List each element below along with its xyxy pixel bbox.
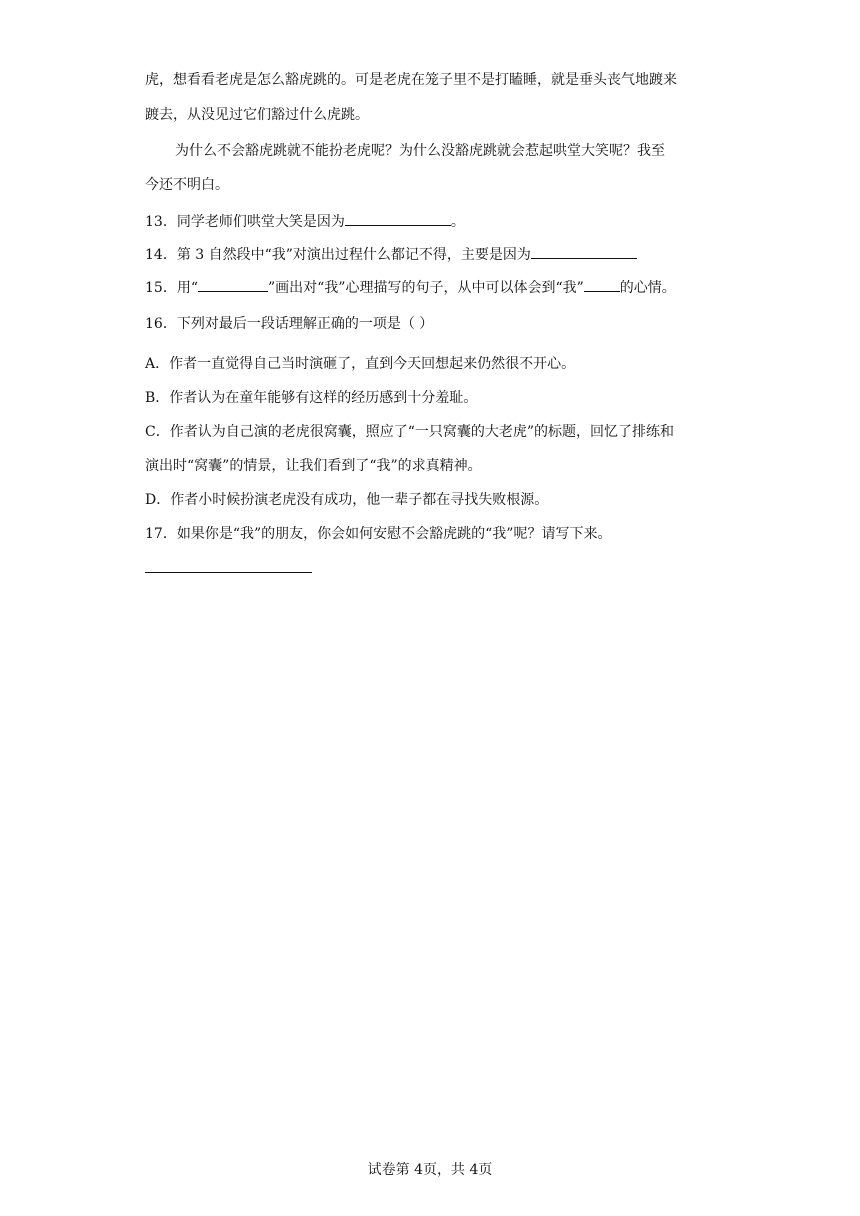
question-13-blank[interactable] <box>345 211 451 226</box>
question-14-text: 14．第 3 自然段中“我”对演出过程什么都记不得，主要是因为 <box>145 247 531 263</box>
option-d[interactable]: D．作者小时候扮演老虎没有成功，他一辈子都在寻找失败根源。 <box>145 492 549 508</box>
passage-line-4: 今还不明白。 <box>145 177 229 193</box>
passage-line-1: 虎，想看看老虎是怎么豁虎跳的。可是老虎在笼子里不是打瞌睡，就是垂头丧气地踱来 <box>145 72 677 88</box>
answer-line-17[interactable] <box>145 572 312 573</box>
question-15-feeling-blank[interactable] <box>584 277 620 292</box>
question-15-mid: ”画出对“我”心理描写的句子，从中可以体会到“我” <box>267 280 584 296</box>
question-13 <box>145 211 465 232</box>
question-16: 16．下列对最后一段话理解正确的一项是（ ） <box>145 316 434 332</box>
question-15-end: 的心情。 <box>619 280 676 296</box>
option-c-line-1[interactable]: C．作者认为自己演的老虎很窝囊，照应了“一只窝囊的大老虎”的标题，回忆了排练和 <box>145 424 675 440</box>
question-14 <box>145 244 637 265</box>
passage-line-3: 为什么不会豁虎跳就不能扮老虎呢？为什么没豁虎跳就会惹起哄堂大笑呢？我至 <box>175 143 665 159</box>
question-17: 17．如果你是“我”的朋友，你会如何安慰不会豁虎跳的“我”呢？请写下来。 <box>145 526 612 542</box>
question-15-mark-blank[interactable] <box>198 277 268 292</box>
question-15-pre: 15．用“ <box>145 280 198 296</box>
passage-line-2: 踱去，从没见过它们豁过什么虎跳。 <box>145 107 369 123</box>
page-footer: 试卷第 4页，共 4页 <box>367 1162 493 1178</box>
question-13-end: 。 <box>450 214 465 230</box>
option-c-line-2[interactable]: 演出时“窝囊”的情景，让我们看到了“我”的求真精神。 <box>145 458 482 474</box>
question-14-blank[interactable] <box>531 244 637 259</box>
question-13-text: 13．同学老师们哄堂大笑是因为 <box>145 214 345 230</box>
option-b[interactable]: B．作者认为在童年能够有这样的经历感到十分羞耻。 <box>145 390 478 406</box>
question-15 <box>145 277 676 298</box>
option-a[interactable]: A．作者一直觉得自己当时演砸了，直到今天回想起来仍然很不开心。 <box>145 356 576 372</box>
